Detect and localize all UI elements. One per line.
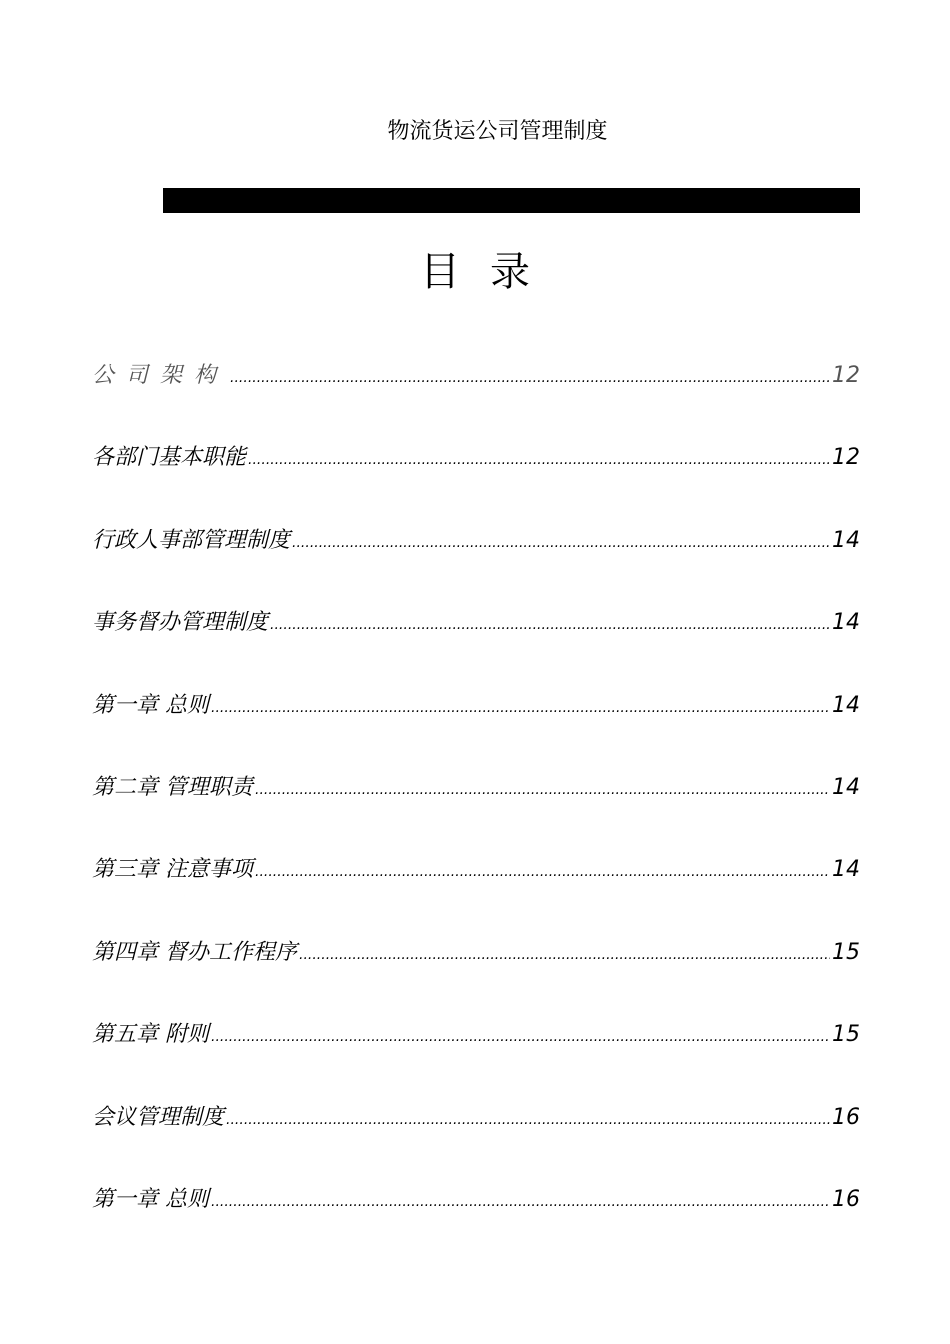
toc-entry-page: 14 bbox=[832, 692, 860, 718]
toc-dot-leader bbox=[255, 864, 830, 880]
toc-entry-label: 第五章 附则 bbox=[92, 1022, 209, 1048]
toc-entry-page: 16 bbox=[832, 1186, 860, 1212]
toc-entry-label: 各部门基本职能 bbox=[92, 445, 247, 471]
toc-entry-label: 第三章 注意事项 bbox=[92, 857, 253, 883]
toc-entry-label: 第二章 管理职责 bbox=[92, 774, 253, 800]
toc-entry[interactable] bbox=[92, 440, 860, 522]
toc-dot-leader bbox=[230, 370, 830, 386]
toc-dot-leader bbox=[211, 700, 830, 716]
toc-entry[interactable] bbox=[92, 935, 860, 1017]
toc-entry-page: 14 bbox=[832, 610, 860, 636]
toc-dot-leader bbox=[255, 782, 830, 798]
toc-dot-leader bbox=[248, 452, 830, 468]
toc-entry-page: 14 bbox=[832, 857, 860, 883]
toc-entry[interactable] bbox=[92, 1017, 860, 1099]
toc-entry-label: 第一章 总则 bbox=[92, 692, 209, 718]
toc-dot-leader bbox=[211, 1029, 830, 1045]
toc-entry-page: 15 bbox=[832, 1022, 860, 1048]
toc-entry[interactable] bbox=[92, 770, 860, 852]
toc-dot-leader bbox=[299, 947, 830, 963]
toc-entry-page: 14 bbox=[832, 774, 860, 800]
toc-entry[interactable] bbox=[92, 605, 860, 687]
toc-dot-leader bbox=[226, 1112, 830, 1128]
toc-entry-page: 12 bbox=[832, 363, 860, 388]
toc-entry-label: 第一章 总则 bbox=[92, 1186, 209, 1212]
toc-dot-leader bbox=[292, 535, 830, 551]
toc-entry[interactable] bbox=[92, 1182, 860, 1264]
toc-entry-page: 12 bbox=[832, 445, 860, 471]
toc-entry[interactable] bbox=[92, 523, 860, 605]
header-divider-bar bbox=[163, 188, 860, 213]
toc-dot-leader bbox=[270, 617, 830, 633]
toc-entry-page: 16 bbox=[832, 1104, 860, 1130]
toc-entry[interactable] bbox=[92, 358, 860, 440]
document-header-title: 物流货运公司管理制度 bbox=[387, 119, 608, 144]
toc-entry-label: 行政人事部管理制度 bbox=[92, 527, 291, 553]
toc-entry[interactable] bbox=[92, 1100, 860, 1182]
toc-entry-page: 14 bbox=[832, 527, 860, 553]
toc-entry-label: 公司架构 bbox=[92, 363, 229, 388]
toc-entry-label: 事务督办管理制度 bbox=[92, 610, 269, 636]
toc-title: 目录 bbox=[420, 249, 560, 295]
toc-entry-label: 第四章 督办工作程序 bbox=[92, 939, 297, 965]
toc-entry-label: 会议管理制度 bbox=[92, 1104, 225, 1130]
toc-entry[interactable] bbox=[92, 852, 860, 934]
toc-entry[interactable] bbox=[92, 688, 860, 770]
table-of-contents bbox=[92, 358, 860, 1264]
toc-entry-page: 15 bbox=[832, 939, 860, 965]
toc-dot-leader bbox=[211, 1194, 830, 1210]
